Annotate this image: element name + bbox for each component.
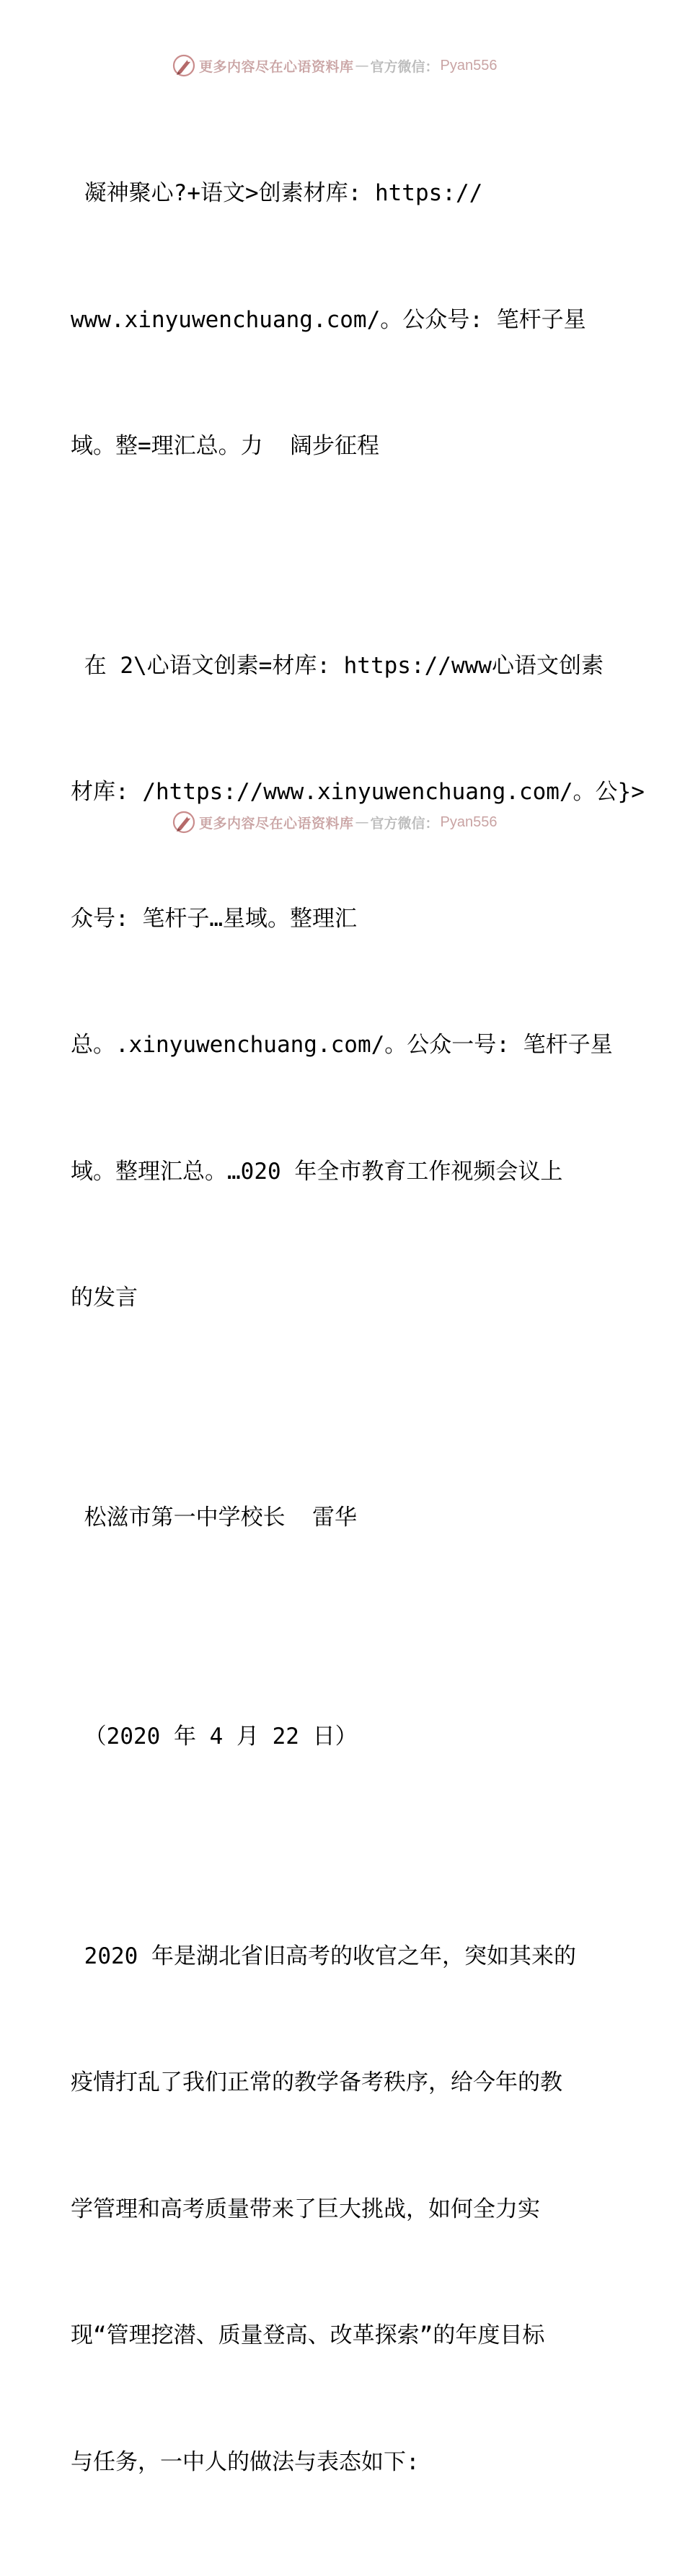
- text-line: 域。整理汇总。…020 年全市教育工作视频会议上: [71, 1158, 563, 1185]
- author-line: [71, 1412, 619, 1623]
- paragraph-1: [71, 88, 619, 552]
- header-banner: [172, 52, 518, 79]
- banner-wechat-label: 官方微信：: [370, 815, 439, 832]
- text-line: 的发言: [71, 1285, 138, 1311]
- text-line: 众号: 笔杆子…星域。整理汇: [71, 905, 357, 932]
- text-line: 2020 年是湖北省旧高考的收官之年，突如其来的: [71, 1943, 576, 1969]
- text-line: www.xinyuwenchuang.com/。公众号: 笔杆子星: [71, 306, 586, 333]
- date-line: [71, 1631, 619, 1842]
- pen-logo-icon: [172, 810, 196, 834]
- text-line: 疫情打乱了我们正常的教学备考秩序，给今年的教: [71, 2069, 562, 2095]
- paragraph-body: [71, 1851, 619, 2568]
- banner-separator: —: [355, 814, 369, 830]
- text-line: （2020 年 4 月 22 日）: [71, 1724, 358, 1750]
- text-line: 材库: /https://www.xinyuwenchuang.com/。公}>: [71, 779, 645, 805]
- banner-wechat-id: Pyan556: [440, 57, 498, 73]
- paragraph-2: [71, 561, 645, 1404]
- banner-wechat-label: 官方微信：: [370, 58, 439, 75]
- banner-text: 更多内容尽在心语资料库: [199, 58, 354, 75]
- footer-banner: [172, 808, 518, 836]
- pen-logo-icon: [172, 53, 196, 78]
- text-line: 总。.xinyuwenchuang.com/。公众一号: 笔杆子星: [71, 1032, 613, 1058]
- text-line: 凝神聚心?+语文>创素材库: https://: [71, 180, 483, 206]
- banner-separator: —: [355, 58, 369, 73]
- text-line: 现“管理挖潜、质量登高、改革探索”的年度目标: [71, 2322, 545, 2348]
- text-line: 域。整=理汇总。力 阔步征程: [71, 433, 379, 459]
- text-line: 学管理和高考质量带来了巨大挑战，如何全力实: [71, 2196, 540, 2222]
- banner-text: 更多内容尽在心语资料库: [199, 815, 354, 832]
- banner-wechat-id: Pyan556: [440, 814, 498, 830]
- document-body: [71, 88, 645, 2576]
- text-line: 在 2\心语文创素=材库: https://www心语文创素: [71, 652, 604, 679]
- text-line: 松滋市第一中学校长 雷华: [71, 1504, 357, 1530]
- text-line: 与任务，一中人的做法与表态如下:: [71, 2448, 420, 2475]
